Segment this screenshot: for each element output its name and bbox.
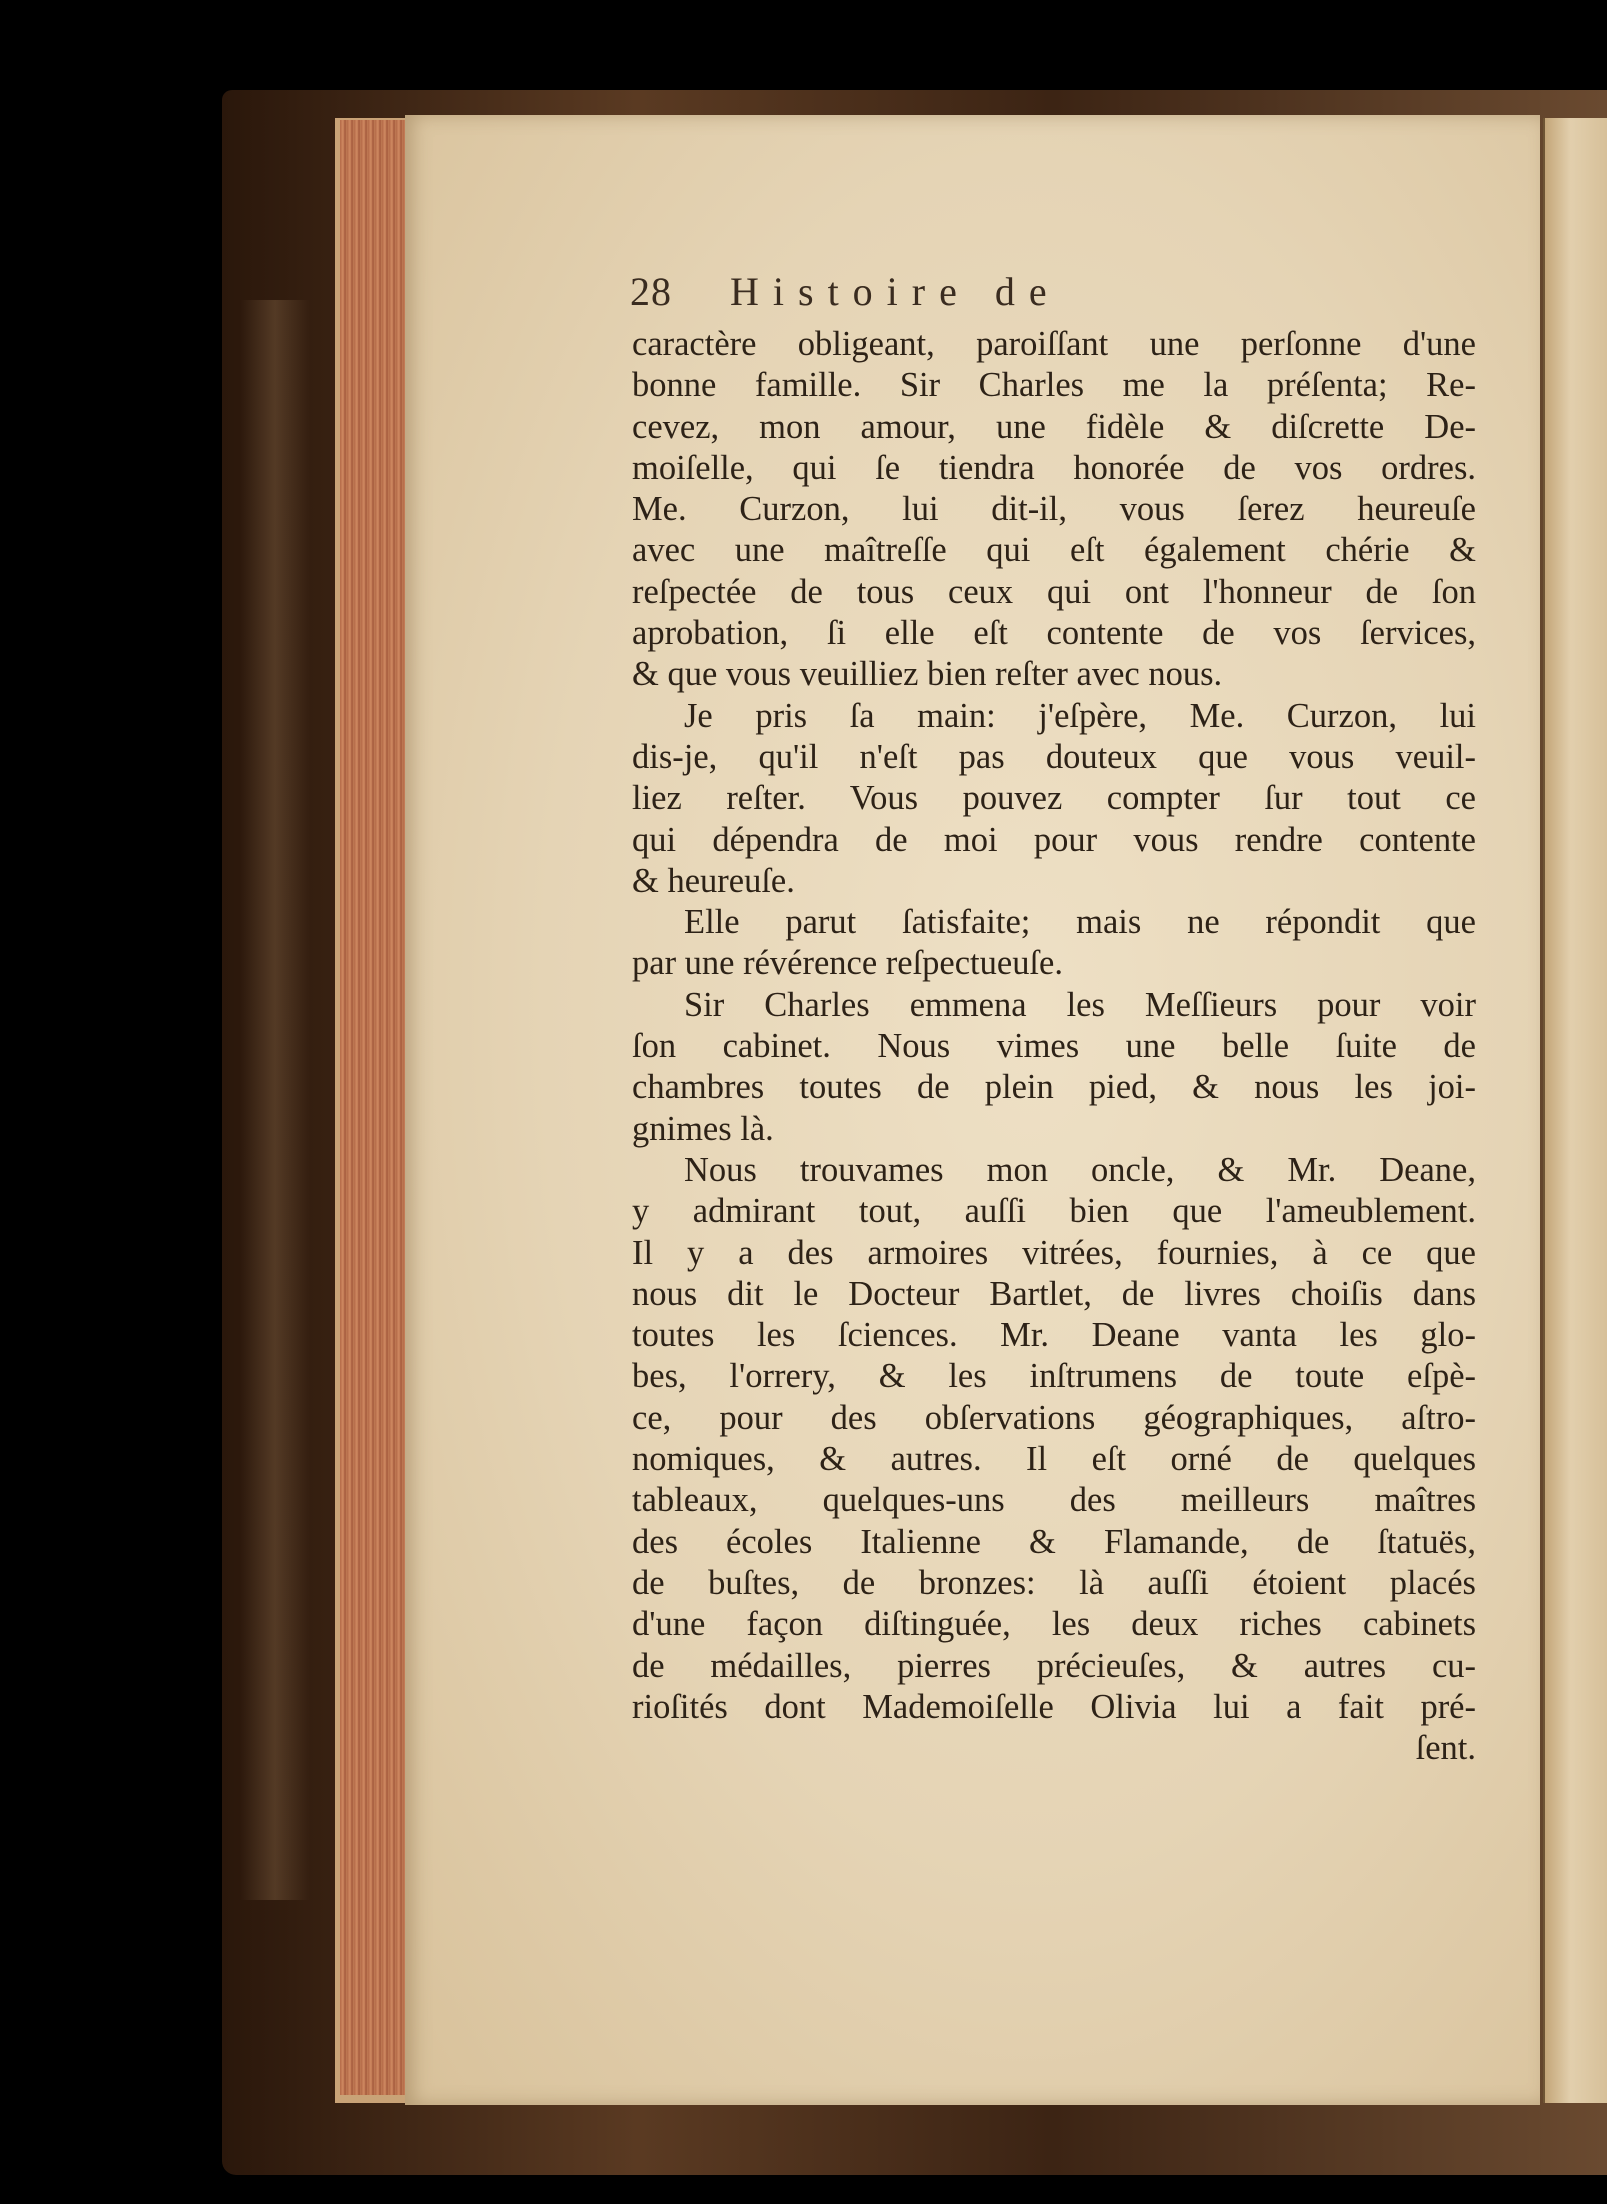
text-line: Nous trouvames mon oncle, & Mr. Deane,	[684, 1150, 1476, 1189]
text-line: de médailles, pierres précieuſes, & autres cu-	[632, 1646, 1476, 1685]
facing-page-edge	[1543, 118, 1607, 2103]
text-line: des écoles Italienne & Flamande, de ſtatuës,	[632, 1522, 1476, 1561]
text-line: Sir Charles emmena les Meſſieurs pour voir	[684, 985, 1476, 1024]
text-line: y admirant tout, auſſi bien que l'ameublement.	[632, 1192, 1476, 1231]
text-line: reſpectée de tous ceux qui ont l'honneur de ſon	[632, 572, 1476, 611]
text-line: bonne famille. Sir Charles me la préſenta; Re-	[632, 366, 1476, 405]
text-line: Je pris ſa main: j'eſpère, Me. Curzon, lui	[684, 696, 1476, 735]
page-number: 28	[630, 269, 672, 314]
text-line: Il y a des armoires vitrées, fournies, à ce que	[632, 1233, 1476, 1272]
page-header	[630, 268, 1460, 318]
text-line: liez reſter. Vous pouvez compter ſur tout ce	[632, 779, 1476, 818]
text-line: moiſelle, qui ſe tiendra honorée de vos ordres.	[632, 448, 1476, 487]
text-line: ce, pour des obſervations géographiques, aſtro-	[632, 1398, 1476, 1437]
text-line: aprobation, ſi elle eſt contente de vos ſervices,	[632, 614, 1476, 653]
text-line: par une révérence reſpectueuſe.	[632, 944, 1063, 983]
text-line: toutes les ſciences. Mr. Deane vanta les glo-	[632, 1316, 1476, 1355]
text-line: nous dit le Docteur Bartlet, de livres choiſis dans	[632, 1274, 1476, 1313]
text-line: Me. Curzon, lui dit-il, vous ſerez heureuſe	[632, 490, 1476, 529]
page-text	[632, 324, 1476, 1854]
text-line: chambres toutes de plein pied, & nous les joi-	[632, 1068, 1476, 1107]
text-line: ſon cabinet. Nous vimes une belle ſuite de	[632, 1027, 1476, 1066]
text-line: de buſtes, de bronzes: là auſſi étoient placés	[632, 1563, 1476, 1602]
page-edges	[340, 120, 410, 2095]
text-line: caractère obligeant, paroiſſant une perſonne d'une	[632, 325, 1476, 363]
text-line: & heureuſe.	[632, 861, 795, 900]
text-line: rioſités dont Mademoiſelle Olivia lui a fait pré-	[632, 1687, 1476, 1726]
text-line: qui dépendra de moi pour vous rendre contente	[632, 820, 1476, 859]
text-line: cevez, mon amour, une fidèle & diſcrette De-	[632, 407, 1476, 446]
text-line: avec une maîtreſſe qui eſt également chérie &	[632, 531, 1476, 570]
text-line: dis-je, qu'il n'eſt pas douteux que vous veuil-	[632, 737, 1476, 776]
text-line: d'une façon diſtinguée, les deux riches cabinets	[632, 1605, 1476, 1644]
text-line: nomiques, & autres. Il eſt orné de quelques	[632, 1440, 1476, 1479]
text-line: bes, l'orrery, & les inſtrumens de toute eſpè-	[632, 1357, 1476, 1396]
text-line: gnimes là.	[632, 1109, 774, 1148]
running-title: Histoire de	[730, 269, 1061, 314]
text-line: tableaux, quelques-uns des meilleurs maîtres	[632, 1481, 1476, 1520]
text-line: & que vous veuilliez bien reſter avec nous.	[632, 655, 1223, 694]
cover-leather-highlight	[240, 300, 310, 1900]
catchword: ſent.	[1415, 1729, 1476, 1768]
text-line: Elle parut ſatisfaite; mais ne répondit que	[684, 903, 1476, 942]
